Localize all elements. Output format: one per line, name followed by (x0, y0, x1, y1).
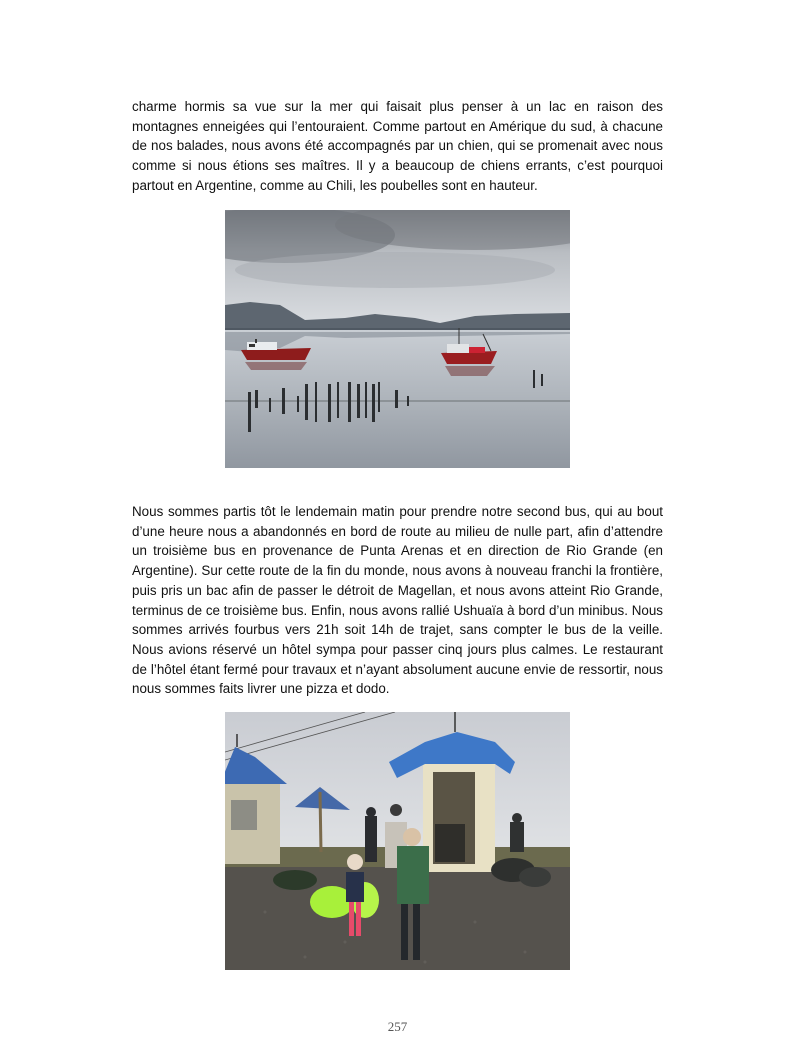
paragraph-1: charme hormis sa vue sur la mer qui faisait plus penser à un lac en raison des montagnes enneigées qui l’entouraient. Comme partout en Amérique du sud, à chacune de nos balades, nous avons été accompagnés par un chien, qui se promenait avec nous comme si nous étions ses maîtres. Il y a beaucoup de chiens errants, c’est pourquoi partout en Argentine, comme au Chili, les poubelles sont en hauteur. (132, 99, 663, 193)
photo-bus-stop-children (225, 712, 570, 970)
photo-lake-boats (225, 210, 570, 468)
paragraph-2: Nous sommes partis tôt le lendemain matin pour prendre notre second bus, qui au bout d’une heure nous a abandonnés en bord de route au milieu de nulle part, afin d’attendre un troisième bus en provenance de Punta Arenas et en direction de Rio Grande (en Argentine). Sur cette route de la fin du monde, nous avons à nouveau franchi la frontière, puis pris un bac afin de passer le détroit de Magellan, et nous avons atteint Rio Grande, terminus de ce troisième bus. Enfin, nous avons rallié Ushuaïa à bord d’un minibus. Nous sommes arrivés fourbus vers 21h soit 14h de trajet, sans compter le bus de la veille. Nous avions réservé un hôtel sympa pour passer cinq jours plus calmes. Le restaurant de l’hôtel étant fermé pour travaux et n’ayant absolument aucune envie de ressortir, nous nous sommes faits livrer une pizza et dodo. (132, 504, 663, 697)
page-number: 257 (387, 1019, 408, 1034)
